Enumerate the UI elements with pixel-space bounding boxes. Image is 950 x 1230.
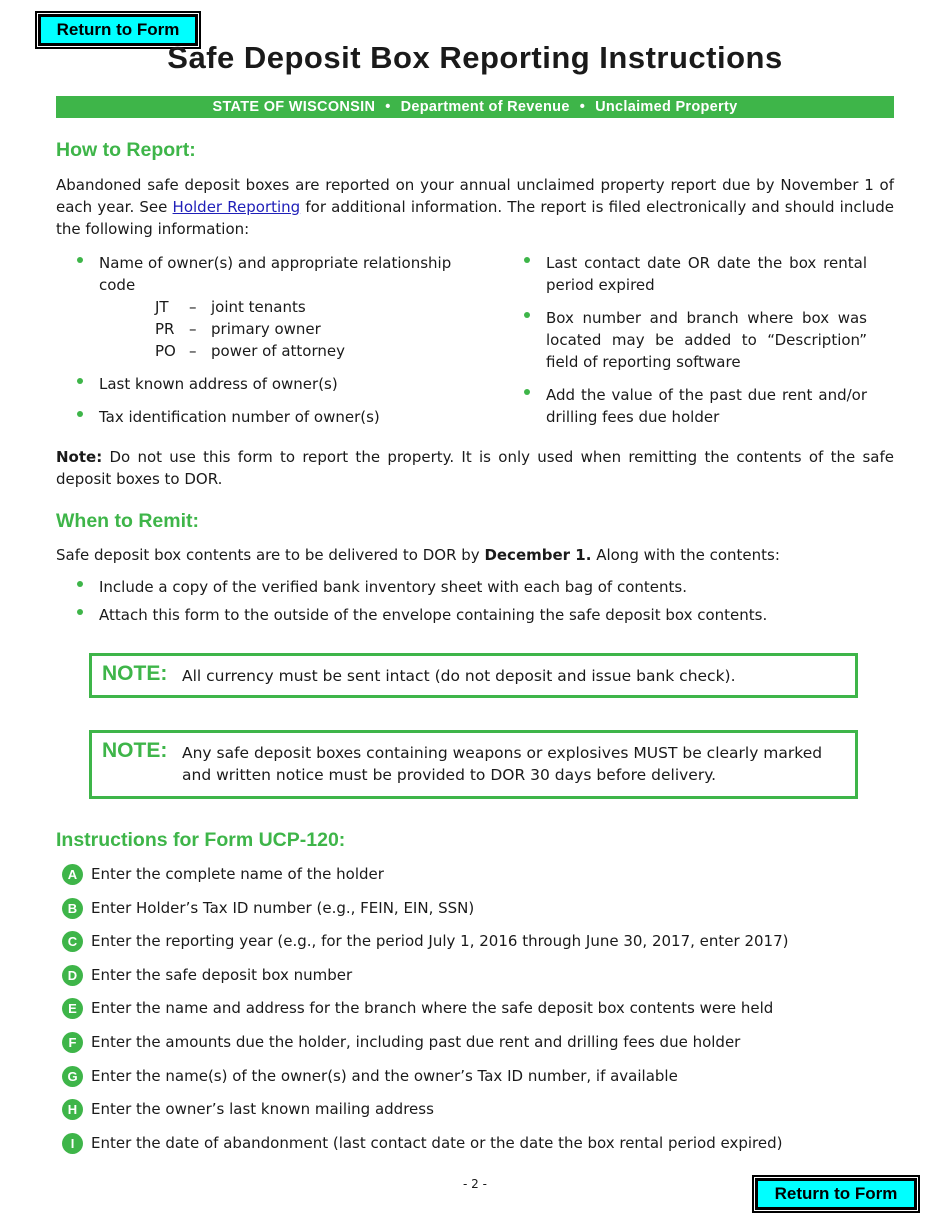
list-item: Name of owner(s) and appropriate relationship code JT – joint tenants PR – primary owner PO – power of attorney	[75, 252, 455, 362]
code-item: JT – joint tenants	[155, 298, 306, 316]
step-letter-badge: A	[62, 864, 83, 885]
step-letter-badge: F	[62, 1032, 83, 1053]
remit-deadline: December 1.	[484, 546, 592, 564]
list-item: Attach this form to the outside of the envelope containing the safe deposit box contents.	[75, 604, 875, 626]
step-item: H Enter the owner’s last known mailing address	[62, 1099, 788, 1133]
banner-state: STATE OF WISCONSIN	[212, 99, 376, 115]
page-number: - 2 -	[463, 1177, 487, 1191]
step-letter-badge: D	[62, 965, 83, 986]
list-item: Include a copy of the verified bank inventory sheet with each bag of contents.	[75, 576, 875, 598]
list-item: Tax identification number of owner(s)	[75, 406, 455, 428]
agency-banner	[56, 96, 894, 118]
note-text: Any safe deposit boxes containing weapons or explosives MUST be clearly marked and written notice must be provided to DOR 30 days before delivery.	[182, 744, 823, 784]
list-item: Box number and branch where box was located may be added to “Description” field of reporting software	[522, 307, 867, 373]
note-label: NOTE:	[102, 739, 168, 762]
step-item: B Enter Holder’s Tax ID number (e.g., FEIN, EIN, SSN)	[62, 898, 788, 932]
step-item: A Enter the complete name of the holder	[62, 864, 788, 898]
when-to-remit-heading: When to Remit:	[56, 510, 199, 532]
step-item: C Enter the reporting year (e.g., for the period July 1, 2016 through June 30, 2017, enter 2017)	[62, 931, 788, 965]
step-item: F Enter the amounts due the holder, including past due rent and drilling fees due holder	[62, 1032, 788, 1066]
step-letter-badge: H	[62, 1099, 83, 1120]
return-to-form-button-bottom[interactable]: Return to Form	[755, 1178, 917, 1210]
step-item: E Enter the name and address for the branch where the safe deposit box contents were held	[62, 998, 788, 1032]
instruction-steps	[62, 864, 788, 1166]
remit-intro: Safe deposit box contents are to be delivered to DOR by December 1. Along with the contents:	[56, 546, 780, 564]
step-letter-badge: B	[62, 898, 83, 919]
note-label: Note:	[56, 448, 103, 466]
list-item: Last contact date OR date the box rental period expired	[522, 252, 867, 296]
weapons-note-box	[89, 730, 858, 799]
code-item: PR – primary owner	[155, 320, 321, 338]
instructions-heading: Instructions for Form UCP-120:	[56, 829, 346, 851]
list-item: Last known address of owner(s)	[75, 373, 455, 395]
how-to-report-intro: Abandoned safe deposit boxes are reported on your annual unclaimed property report due by November 1 of each year. See Holder Reporting for additional information. The report is filed electronically and should include the following information:	[56, 176, 895, 238]
remit-list	[75, 576, 875, 626]
banner-program: Unclaimed Property	[595, 99, 738, 115]
step-letter-badge: G	[62, 1066, 83, 1087]
banner-department: Department of Revenue	[400, 99, 570, 115]
step-item: D Enter the safe deposit box number	[62, 965, 788, 999]
return-to-form-button-top[interactable]: Return to Form	[38, 14, 198, 46]
relationship-codes	[99, 296, 455, 362]
banner-separator: •	[579, 99, 586, 115]
step-letter-badge: I	[62, 1133, 83, 1154]
report-note: Note: Do not use this form to report the property. It is only used when remitting the contents of the safe deposit boxes to DOR.	[56, 448, 894, 488]
note-text: All currency must be sent intact (do not deposit and issue bank check).	[182, 667, 736, 685]
step-item: I Enter the date of abandonment (last contact date or the date the box rental period expired)	[62, 1133, 788, 1167]
holder-reporting-link[interactable]: Holder Reporting	[172, 198, 301, 216]
report-info-list-left	[75, 252, 455, 428]
report-info-list-right	[522, 252, 867, 428]
step-item: G Enter the name(s) of the owner(s) and the owner’s Tax ID number, if available	[62, 1066, 788, 1100]
step-letter-badge: E	[62, 998, 83, 1019]
note-label: NOTE:	[102, 662, 168, 685]
banner-separator: •	[385, 99, 391, 115]
currency-note-box	[89, 653, 858, 698]
step-letter-badge: C	[62, 931, 83, 952]
list-item: Add the value of the past due rent and/or drilling fees due holder	[522, 384, 867, 428]
how-to-report-heading: How to Report:	[56, 139, 196, 161]
page-title: Safe Deposit Box Reporting Instructions	[167, 40, 783, 75]
code-item: PO – power of attorney	[155, 342, 346, 360]
